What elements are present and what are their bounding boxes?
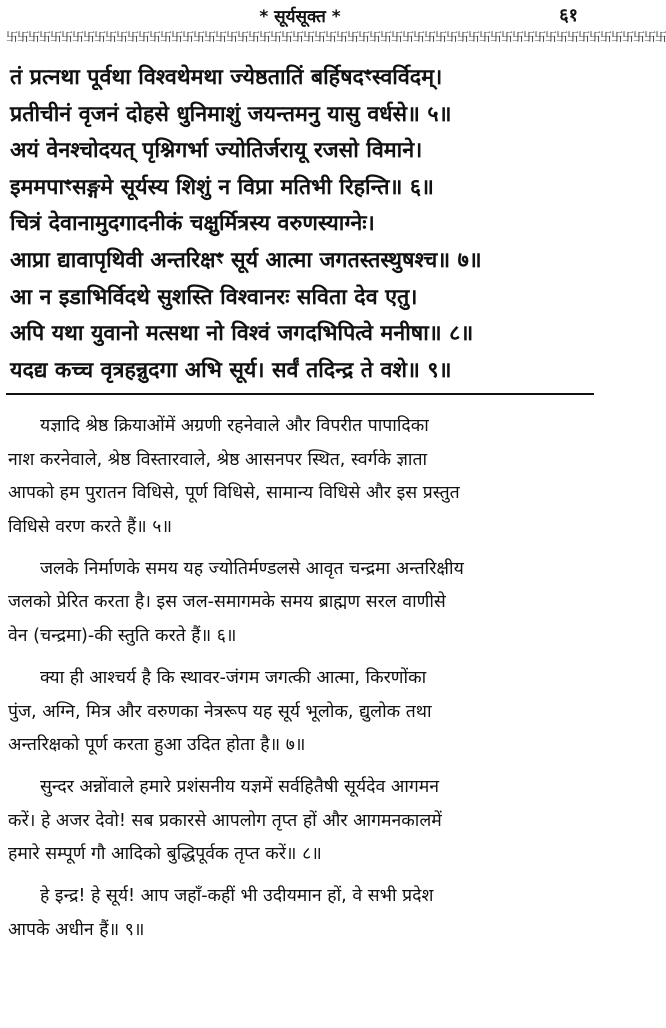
page-header [0,0,600,30]
translation-line: अन्तरिक्षको पूर्ण करता हुआ उदित होता है॥ ७॥ [8,735,306,756]
verse-line: अपि यथा युवानो मत्सथा नो विश्वं जगदभिपित्वे मनीषा॥ ८॥ [10,321,474,347]
translation-line: यज्ञादि श्रेष्ठ क्रियाओंमें अग्रणी रहनेवाले और विपरीत पापादिका [40,416,429,436]
verse-line: प्रतीचीनं वृजनं दोहसे धुनिमाशुं जयन्तमनु यासु वर्धसे॥ ५॥ [10,101,452,127]
translation-line: हमारे सम्पूर्ण गौ आदिको बुद्धिपूर्वक तृप्त करें॥ ८॥ [8,844,322,865]
translation-paragraph [8,553,592,654]
running-title: * सूर्यसूक्त * [259,7,341,27]
hindi-translation [8,410,592,955]
translation-paragraph [8,410,592,545]
verse-line: तं प्रत्नथा पूर्वथा विश्वथेमथा ज्येष्ठतातिं बर्हिषदꣳस्वर्विदम्। [10,65,443,90]
verse-line: चित्रं देवानामुदगादनीकं चक्षुर्मित्रस्य वरुणस्याग्नेः। [10,211,375,237]
sanskrit-verses [10,60,594,389]
page-number: ६१ [559,5,578,26]
verse-line: अयं वेनश्चोदयत् पृश्निगर्भा ज्योतिर्जरायू रजसो विमाने। [10,138,423,164]
translation-line: विधिसे वरण करते हैं॥ ५॥ [8,517,172,538]
translation-line: आपके अधीन हैं॥ ९॥ [8,919,145,940]
translation-line: नाश करनेवाले, श्रेष्ठ विस्तारवाले, श्रेष्ठ आसनपर स्थित, स्वर्गके ज्ञाता [8,449,428,470]
translation-line: क्या ही आश्चर्य है कि स्थावर-जंगम जगत्की आत्मा, किरणोंका [40,667,427,688]
translation-line: जलके निर्माणके समय यह ज्योतिर्मण्डलसे आवृत चन्द्रमा अन्तरिक्षीय [40,558,464,579]
verse-line: इममपाꣳसङ्गमे सूर्यस्य शिशुं न विप्रा मतिभी रिहन्ति॥ ६॥ [10,174,434,200]
translation-line: सुन्दर अन्नोंवाले हमारे प्रशंसनीय यज्ञमें सर्वहितैषी सूर्यदेव आगमन [40,776,440,797]
translation-line: पुंज, अग्नि, मित्र और वरुणका नेत्ररूप यह सूर्य भूलोक, द्युलोक तथा [8,701,432,722]
translation-line: वेन (चन्द्रमा)-की स्तुति करते हैं॥ ६॥ [8,626,237,647]
translation-paragraph [8,662,592,763]
verse-line: आप्रा द्यावापृथिवी अन्तरिक्षꣳ सूर्य आत्मा जगतस्तस्थुषश्च॥ ७॥ [10,247,482,273]
translation-paragraph [8,880,592,947]
translation-line: जलको प्रेरित करता है। इस जल-समागमके समय ब्राह्मण सरल वाणीसे [8,592,446,613]
verse-line: यदद्य कच्च वृत्रहन्नुदगा अभि सूर्य। सर्वं तदिन्द्र ते वशे॥ ९॥ [10,357,452,383]
swastika-border-icon: 卐卐卐卐卐卐卐卐卐卐卐卐卐卐卐卐卐卐卐卐卐卐卐卐卐卐卐卐卐卐卐卐卐卐卐卐卐卐卐卐卐卐卐卐卐卐卐卐卐卐卐卐卐卐卐卐卐卐卐卐 [6,30,666,44]
translation-line: हे इन्द्र! हे सूर्य! आप जहाँ-कहीं भी उदीयमान हों, वे सभी प्रदेश [40,885,434,906]
verse-line: आ न इडाभिर्विदथे सुशस्ति विश्वानरः सविता देव एतु। [10,284,418,310]
translation-paragraph [8,771,592,872]
section-divider [6,393,594,395]
translation-line: करें। हे अजर देवो! सब प्रकारसे आपलोग तृप्त हों और आगमनकालमें [8,810,442,831]
translation-line: आपको हम पुरातन विधिसे, पूर्ण विधिसे, सामान्य विधिसे और इस प्रस्तुत [8,483,460,504]
